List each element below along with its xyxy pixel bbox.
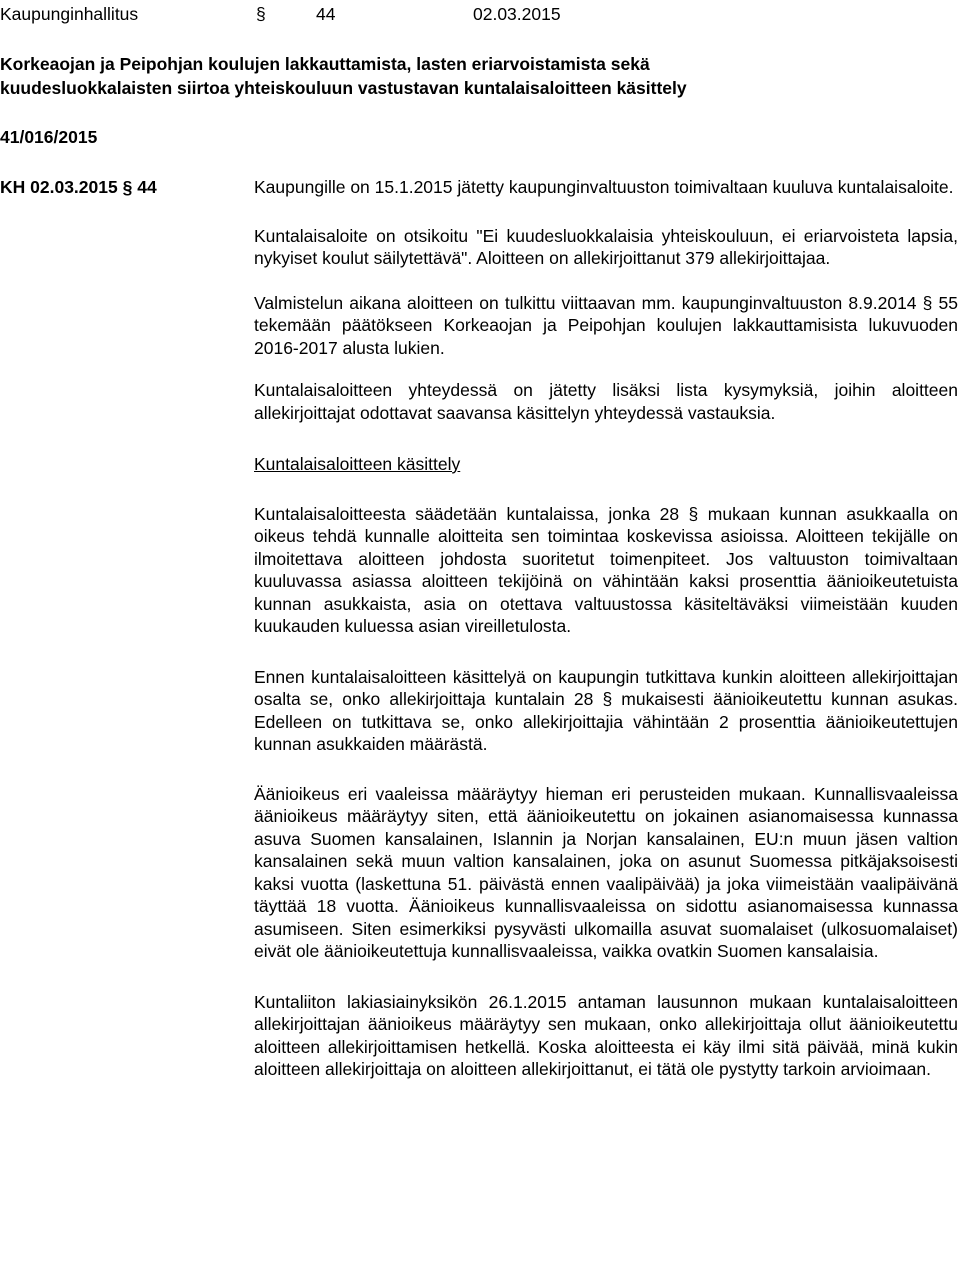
header-section-symbol: § [256,4,266,24]
paragraph-initiative-title: Kuntalaisaloite on otsikoitu "Ei kuudesluokkalaisia yhteiskouluun, ei eriarvoisteta lapsia, nykyiset koulut säilytettävä". Aloitteen on allekirjoittanut 379 allekirjoittajaa. [254,225,958,268]
paragraph-questions: Kuntalaisaloitteen yhteydessä on jätetty lisäksi lista kysymyksiä, joihin aloitteen allekirjoittajat odottavat saavansa käsittelyn yhteydessä vastauksia. [254,380,958,423]
document-number: 41/016/2015 [0,127,98,147]
decision-reference [0,176,157,198]
section-subheading: Kuntalaisaloitteen käsittely [254,454,461,474]
header-date: 02.03.2015 [473,4,561,24]
title-line-1: Korkeaojan ja Peipohjan koulujen lakkauttamista, lasten eriarvoistamista sekä [0,54,650,74]
paragraph-municipal-law: Kuntalaisaloitteesta säädetään kuntalaissa, jonka 28 § mukaan kunnan asukkaalla on oikeus tehdä kunnalle aloitteita sen toimintaa koskevissa asioissa. Aloitteen tekijälle on ilmoitettava aloitteen johdosta suoritetut toimenpiteet. Jos valtuuston toimivaltaan kuuluvassa asiassa aloitteen tekijöinä on vähintään kaksi prosenttia äänioikeutetuista kunnan asukkaista, asia on otettava valtuustossa käsiteltäväksi viimeistään kuuden kuukauden kuluessa asian vireilletulosta. [254,503,958,636]
header-organization: Kaupunginhallitus [0,4,139,24]
header-section-number: 44 [316,4,336,24]
document-body [254,176,958,1107]
title-line-2: kuudesluokkalaisten siirtoa yhteiskouluun vastustavan kuntalaisaloitteen käsittely [0,78,687,98]
decision-reference-prefix: KH 02.03.2015 [0,177,118,197]
document-title [0,52,900,100]
decision-reference-number: 44 [137,177,157,197]
paragraph-preparation: Valmistelun aikana aloitteen on tulkittu viittaavan mm. kaupunginvaltuuston 8.9.2014 § 55 tekemään päätökseen Korkeaojan ja Peipohjan koulujen lakkauttamisista lukuvuoden 2016-2017 alusta lukien. [254,292,958,358]
page-header [0,3,960,27]
paragraph-received: Kaupungille on 15.1.2015 jätetty kaupunginvaltuuston toimivaltaan kuuluva kuntalaisaloite. [254,177,954,197]
decision-reference-symbol: § [122,177,133,197]
paragraph-voting-rights: Äänioikeus eri vaaleissa määräytyy hieman eri perusteiden mukaan. Kunnallisvaaleissa äänioikeus määräytyy siten, että äänioikeutettu on jokainen asianomaisessa kunnassa asuva Suomen kansalainen, Islannin ja Norjan kansalainen, EU:n muun jäsen valtion kansalainen sekä muun valtion kansalainen, joka on asunut Suomessa pitkäjaksoisesti kaksi vuotta (laskettuna 51. päivästä ennen vaalipäivää) ja joka viimeistään vaalipäivänä täyttää 18 vuotta. Äänioikeus kunnallisvaaleissa on sidottu asianomaisessa kunnassa asumiseen. Siten esimerkiksi pysyvästi ulkomailla asuvat suomalaiset (ulkosuomalaiset) eivät ole äänioikeutettuja kunnallisvaaleissa, vaikka ovatkin Suomen kansalaisia. [254,783,958,961]
paragraph-verification: Ennen kuntalaisaloitteen käsittelyä on kaupungin tutkittava kunkin aloitteen allekirjoittajan osalta se, onko allekirjoittaja kuntalain 28 § mukaisesti äänioikeutettu kunnan asukas. Edelleen on tutkittava se, onko allekirjoittajia vähintään 2 prosenttia äänioikeutettujen kunnan asukkaiden määrästä. [254,666,958,754]
paragraph-kuntaliitto-statement: Kuntaliiton lakiasiainyksikön 26.1.2015 antaman lausunnon mukaan kuntalaisaloitteen allekirjoittajan äänioikeus määräytyy sen mukaan, onko allekirjoittaja ollut äänioikeutettu aloitteen allekirjoittamisen hetkellä. Koska aloitteesta ei käy ilmi sitä päivää, minä kukin aloitteen allekirjoittaja on aloitteen allekirjoittanut, ei tätä ole pystytty tarkoin arvioimaan. [254,991,958,1079]
